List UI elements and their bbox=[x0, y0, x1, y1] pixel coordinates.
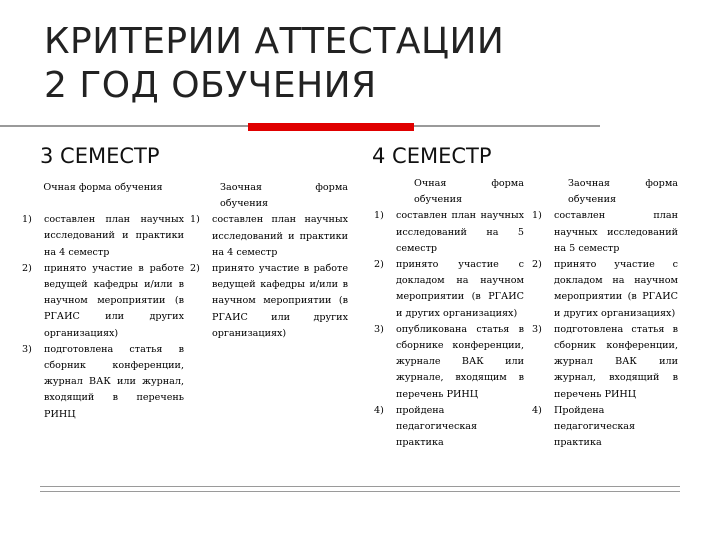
slide-title bbox=[44, 20, 504, 108]
item-number: 1) bbox=[374, 210, 384, 222]
red-accent-bar bbox=[248, 123, 414, 131]
column-header: Заочная форма обучения bbox=[220, 182, 348, 210]
title-underline bbox=[0, 123, 720, 131]
item-text: Пройдена педагогическая практика bbox=[554, 404, 636, 449]
criteria-item bbox=[374, 257, 524, 322]
column-header: Очная форма обучения bbox=[414, 178, 524, 206]
criteria-item bbox=[22, 342, 184, 423]
item-number: 1) bbox=[22, 214, 32, 226]
item-text: подготовлена статья в сборник конференции, журнал ВАК или журнал, входящий в перечень РИНЦ bbox=[44, 343, 184, 420]
footer-rule bbox=[40, 486, 680, 487]
item-number: 3) bbox=[22, 343, 32, 355]
item-text: составлен план научных исследований и практики на 4 семестр bbox=[212, 214, 348, 258]
semester-4-heading: 4 СЕМЕСТР bbox=[372, 144, 492, 168]
criteria-item bbox=[190, 212, 348, 261]
title-line-1: КРИТЕРИИ АТТЕСТАЦИИ bbox=[44, 21, 505, 62]
item-number: 3) bbox=[532, 323, 542, 335]
column-header: Очная форма обучения bbox=[43, 182, 163, 193]
item-number: 2) bbox=[190, 263, 200, 275]
criteria-item bbox=[532, 403, 678, 452]
item-number: 2) bbox=[374, 259, 384, 271]
item-text: принято участие в работе ведущей кафедры и/или в научном мероприятии (в РГАИС или других организациях) bbox=[44, 262, 184, 339]
sem4-fulltime-column bbox=[374, 176, 524, 451]
criteria-item bbox=[532, 257, 678, 322]
sem3-fulltime-column bbox=[22, 180, 184, 423]
item-text: пройдена педагогическая практика bbox=[396, 404, 478, 449]
criteria-item bbox=[374, 322, 524, 403]
item-text: составлен план научных исследований на 5 семестр bbox=[554, 210, 678, 254]
item-number: 2) bbox=[22, 262, 32, 274]
item-number: 3) bbox=[374, 323, 384, 335]
item-text: составлен план научных исследований и практики на 4 семестр bbox=[44, 214, 184, 258]
item-number: 4) bbox=[374, 404, 384, 416]
item-text: принято участие в работе ведущей кафедры и/или в научном мероприятии (в РГАИС или других организациях) bbox=[212, 263, 348, 339]
criteria-item bbox=[22, 261, 184, 342]
criteria-item bbox=[190, 261, 348, 342]
sem4-parttime-column bbox=[532, 176, 678, 451]
item-text: подготовлена статья в сборник конференции, журнал ВАК или журнал, входящий в перечень РИНЦ bbox=[554, 323, 678, 400]
item-text: принято участие с докладом на научном мероприятии (в РГАИС и других организациях) bbox=[396, 259, 524, 319]
criteria-item bbox=[532, 208, 678, 257]
item-text: составлен план научных исследований на 5 семестр bbox=[396, 210, 524, 254]
sem3-parttime-column bbox=[190, 180, 348, 342]
semester-3-heading: 3 СЕМЕСТР bbox=[40, 144, 160, 168]
footer-rules bbox=[40, 486, 680, 492]
item-number: 2) bbox=[532, 259, 542, 271]
item-text: принято участие с докладом на научном мероприятии (в РГАИС и других организациях) bbox=[554, 259, 678, 319]
criteria-item bbox=[374, 208, 524, 257]
criteria-item bbox=[22, 212, 184, 261]
item-number: 1) bbox=[532, 210, 542, 222]
title-line-2: 2 ГОД ОБУЧЕНИЯ bbox=[44, 65, 377, 106]
criteria-item bbox=[532, 322, 678, 403]
item-number: 1) bbox=[190, 214, 200, 226]
criteria-item bbox=[374, 403, 524, 452]
footer-rule bbox=[40, 491, 680, 492]
item-number: 4) bbox=[532, 404, 542, 416]
column-header: Заочная форма обучения bbox=[568, 178, 678, 206]
item-text: опубликована статья в сборнике конференции, журнале ВАК или журнале, входящим в перечень РИНЦ bbox=[396, 323, 524, 400]
